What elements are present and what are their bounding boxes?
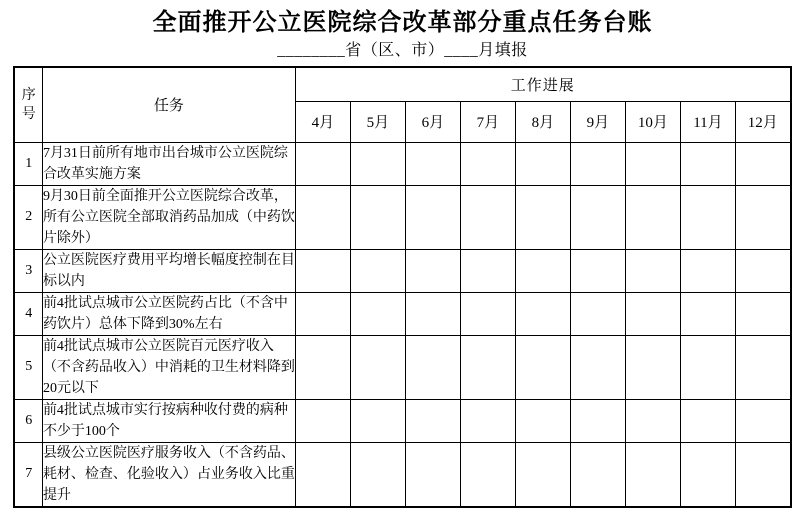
progress-cell	[570, 292, 625, 335]
task-ledger-table	[13, 66, 791, 508]
progress-cell	[405, 249, 460, 292]
progress-cell	[680, 335, 735, 399]
progress-cell	[680, 399, 735, 442]
progress-cell	[735, 292, 790, 335]
progress-cell	[680, 292, 735, 335]
progress-cell	[295, 185, 350, 249]
row-number: 2	[14, 185, 42, 249]
month-blank: ____	[444, 42, 479, 59]
row-number: 3	[14, 249, 42, 292]
progress-cell	[515, 442, 570, 507]
progress-cell	[460, 292, 515, 335]
table-row	[14, 292, 790, 335]
progress-cell	[735, 185, 790, 249]
report-label: 月填报	[478, 42, 528, 59]
table-row	[14, 442, 790, 507]
progress-cell	[350, 399, 405, 442]
document-subtitle	[0, 41, 805, 61]
progress-cell	[295, 249, 350, 292]
row-number: 5	[14, 335, 42, 399]
progress-cell	[460, 442, 515, 507]
progress-cell	[350, 292, 405, 335]
progress-cell	[570, 185, 625, 249]
progress-cell	[515, 249, 570, 292]
header-month: 8月	[515, 101, 570, 142]
task-cell: 公立医院医疗费用平均增长幅度控制在目标以内	[42, 249, 295, 292]
header-progress: 工作进展	[295, 67, 790, 101]
row-number: 6	[14, 399, 42, 442]
progress-cell	[625, 442, 680, 507]
progress-cell	[515, 399, 570, 442]
progress-cell	[405, 292, 460, 335]
progress-cell	[625, 185, 680, 249]
progress-cell	[570, 249, 625, 292]
progress-cell	[515, 292, 570, 335]
header-task: 任务	[42, 67, 295, 142]
progress-cell	[405, 442, 460, 507]
progress-cell	[350, 335, 405, 399]
header-month: 12月	[735, 101, 790, 142]
progress-cell	[625, 249, 680, 292]
header-month: 5月	[350, 101, 405, 142]
progress-cell	[625, 142, 680, 185]
table-row	[14, 185, 790, 249]
progress-cell	[515, 185, 570, 249]
progress-cell	[515, 335, 570, 399]
row-number: 7	[14, 442, 42, 507]
progress-cell	[625, 292, 680, 335]
progress-cell	[570, 335, 625, 399]
progress-cell	[680, 442, 735, 507]
header-month: 4月	[295, 101, 350, 142]
progress-cell	[295, 142, 350, 185]
progress-cell	[295, 335, 350, 399]
row-number: 4	[14, 292, 42, 335]
progress-cell	[295, 442, 350, 507]
task-cell: 县级公立医院医疗服务收入（不含药品、耗材、检查、化验收入）占业务收入比重提升	[42, 442, 295, 507]
progress-cell	[735, 442, 790, 507]
progress-cell	[350, 185, 405, 249]
task-cell: 前4批试点城市公立医院药占比（不含中药饮片）总体下降到30%左右	[42, 292, 295, 335]
header-month: 9月	[570, 101, 625, 142]
progress-cell	[735, 399, 790, 442]
table-row	[14, 249, 790, 292]
task-cell: 前4批试点城市实行按病种收付费的病种不少于100个	[42, 399, 295, 442]
progress-cell	[680, 249, 735, 292]
progress-cell	[405, 399, 460, 442]
progress-cell	[460, 142, 515, 185]
progress-cell	[570, 442, 625, 507]
progress-cell	[680, 185, 735, 249]
progress-cell	[515, 142, 570, 185]
progress-cell	[570, 142, 625, 185]
progress-cell	[405, 185, 460, 249]
region-label: 省（区、市）	[345, 42, 445, 59]
progress-cell	[735, 335, 790, 399]
progress-cell	[625, 399, 680, 442]
progress-cell	[680, 142, 735, 185]
progress-cell	[570, 399, 625, 442]
province-blank: ________	[277, 42, 346, 59]
task-cell: 9月30日前全面推开公立医院综合改革，所有公立医院全部取消药品加成（中药饮片除外）	[42, 185, 295, 249]
progress-cell	[625, 335, 680, 399]
progress-cell	[460, 185, 515, 249]
progress-cell	[460, 335, 515, 399]
table-row	[14, 335, 790, 399]
row-number: 1	[14, 142, 42, 185]
task-cell: 7月31日前所有地市出台城市公立医院综合改革实施方案	[42, 142, 295, 185]
progress-cell	[735, 142, 790, 185]
progress-cell	[350, 442, 405, 507]
header-month: 10月	[625, 101, 680, 142]
header-month: 6月	[405, 101, 460, 142]
progress-cell	[350, 142, 405, 185]
header-row-top	[14, 67, 790, 101]
progress-cell	[735, 249, 790, 292]
header-index: 序号	[14, 67, 42, 142]
document-title: 全面推开公立医院综合改革部分重点任务台账	[152, 10, 653, 36]
progress-cell	[405, 142, 460, 185]
task-cell: 前4批试点城市公立医院百元医疗收入（不含药品收入）中消耗的卫生材料降到20元以下	[42, 335, 295, 399]
table-row	[14, 399, 790, 442]
progress-cell	[295, 292, 350, 335]
header-month: 11月	[680, 101, 735, 142]
progress-cell	[460, 249, 515, 292]
progress-cell	[350, 249, 405, 292]
progress-cell	[295, 399, 350, 442]
table-row	[14, 142, 790, 185]
progress-cell	[405, 335, 460, 399]
header-month: 7月	[460, 101, 515, 142]
progress-cell	[460, 399, 515, 442]
